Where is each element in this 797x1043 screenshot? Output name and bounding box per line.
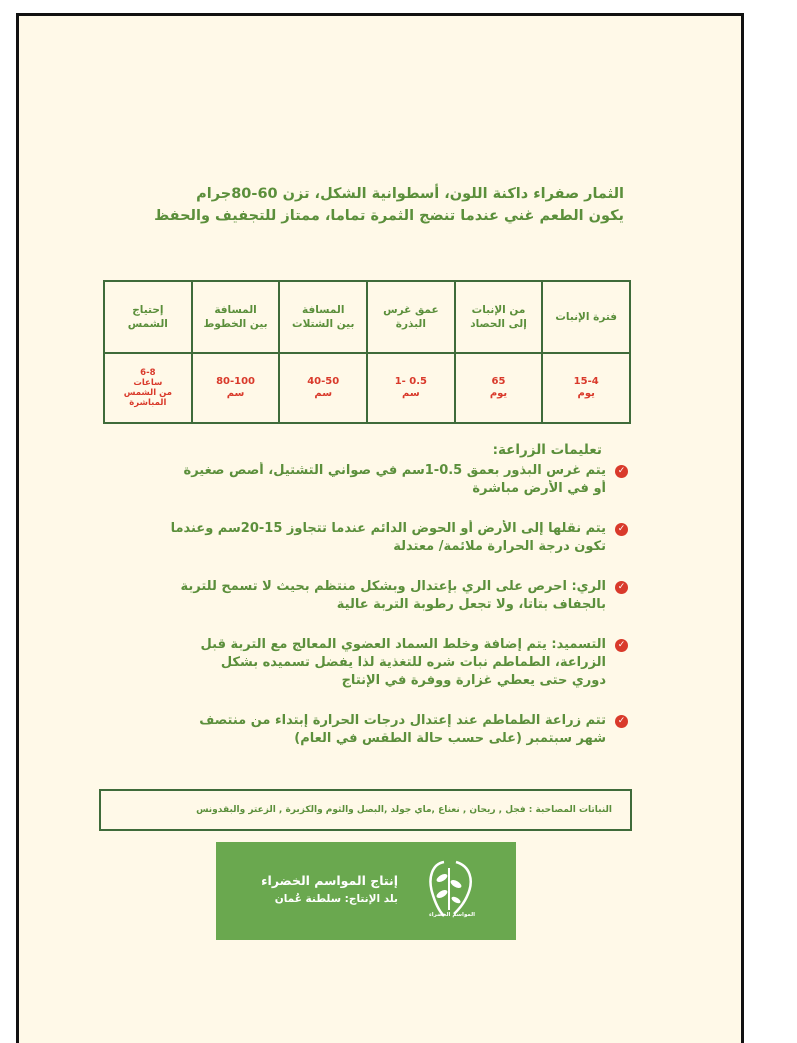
header-germination-to-harvest: من الإنبات إلى الحصاد	[455, 281, 543, 353]
planting-instructions	[104, 440, 628, 748]
header-plant-spacing: المسافة بين الشتلات	[279, 281, 367, 353]
header-sun-need: إحتياج الشمس	[104, 281, 192, 353]
instruction-step: ✓ التسميد: يتم إضافة وخلط السماد العضوي المعالج مع التربة قبل الزراعة، الطماطم نبات شره للتغذية لذا يفضل تسميده بشكل دوري حتى يعطي غزارة ووفرة في الإنتاج	[104, 636, 628, 690]
header-germination-period: فترة الإنبات	[542, 281, 630, 353]
instruction-step: ✓ يتم غرس البذور بعمق 0.5-1سم في صواني التشتيل، أصص صغيرة أو في الأرض مباشرة	[104, 462, 628, 498]
brand-text	[261, 872, 398, 908]
header-row-spacing: المسافة بين الخطوط	[192, 281, 280, 353]
table-value-row	[104, 353, 630, 423]
header-seed-depth: عمق غرس البذرة	[367, 281, 455, 353]
brand-origin: بلد الإنتاج: سلطنة عُمان	[274, 893, 398, 905]
value-germination-to-harvest: 65 يوم	[455, 353, 543, 423]
instruction-step: ✓ يتم نقلها إلى الأرض أو الحوض الدائم عندما تتجاوز 15-20سم وعندما تكون درجة الحرارة ملائمة/ معتدلة	[104, 520, 628, 556]
companion-plants-box: النباتات المصاحبة : فجل , ريحان , نعناع ,ماي جولد ,البصل والثوم والكزبرة , الزعتر والبقدونس	[99, 789, 632, 831]
logo-name: المواسم الخضراء	[428, 912, 476, 918]
value-plant-spacing: 40-50 سم	[279, 353, 367, 423]
intro-line: يكون الطعم غني عندما تنضج الثمرة تماما، ممتاز للتجفيف والحفظ	[154, 208, 624, 224]
check-icon: ✓	[615, 715, 628, 728]
value-germination-period: 15-4 يوم	[542, 353, 630, 423]
brand-producer: إنتاج المواسم الخضراء	[261, 873, 398, 888]
instruction-step: ✓ تتم زراعة الطماطم عند إعتدال درجات الحرارة إبتداء من منتصف شهر سبتمبر (على حسب حالة الطقس في العام)	[104, 712, 628, 748]
brand-banner	[216, 842, 516, 940]
value-sun-need: 6-8 ساعات من الشمس المباشرة	[104, 353, 192, 423]
check-icon: ✓	[615, 581, 628, 594]
instructions-title: تعليمات الزراعة:	[492, 442, 602, 458]
check-icon: ✓	[615, 523, 628, 536]
planting-specs-table	[103, 280, 631, 424]
instruction-step: ✓ الري: احرص على الري بإعتدال وبشكل منتظم بحيث لا تسمح للتربة بالجفاف بتاتا، ولا تجعل رطوبة التربة عالية	[104, 578, 628, 614]
value-seed-depth: 0.5 -1 سم	[367, 353, 455, 423]
check-icon: ✓	[615, 639, 628, 652]
intro-line: الثمار صفراء داكنة اللون، أسطوانية الشكل، تزن 60-80جرام	[196, 186, 624, 202]
table-header-row	[104, 281, 630, 353]
value-row-spacing: 80-100 سم	[192, 353, 280, 423]
check-icon: ✓	[615, 465, 628, 478]
intro-description	[80, 183, 624, 227]
